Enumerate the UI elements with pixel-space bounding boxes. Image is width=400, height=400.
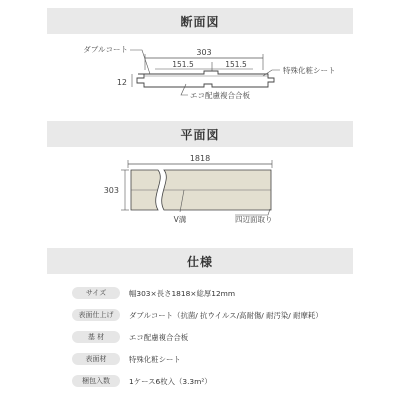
spec-row [72,329,372,345]
spec-row [72,285,372,301]
spec-value: 特殊化粧シート [129,354,181,364]
spec-value: エコ配慮複合合板 [129,332,189,342]
section-header-cross-section [47,8,353,34]
dim-width-text: 303 [103,186,119,195]
spec-label: 梱包入数 [72,375,120,387]
leader-double-coat [130,50,150,74]
spec-label: サイズ [72,287,120,299]
plan-view-drawing [0,152,400,242]
label-special-sheet: 特殊化粧シート [283,66,336,75]
section-title: 仕様 [186,254,213,269]
board-profile [137,71,274,87]
section-header-spec [47,248,353,274]
section-title: 断面図 [180,14,220,29]
spec-row [72,351,372,367]
spec-row [72,373,372,389]
section-header-plan [47,121,353,147]
dim-length-text: 1818 [189,154,211,163]
dim-thickness-text: 12 [116,78,127,87]
section-title: 平面図 [180,127,220,142]
spec-value: 1ケース6枚入（3.3m²） [129,376,212,386]
cross-section-drawing [0,40,400,115]
spec-value: 幅303×長さ1818×総厚12mm [129,288,236,298]
spec-value: ダブルコート（抗菌/ 抗ウイルス/高耐傷/ 耐汚染/ 耐摩耗） [129,310,323,320]
spec-row [72,307,372,323]
dim-left-text: 151.5 [172,60,194,69]
dim-right-text: 151.5 [225,60,247,69]
label-double-coat: ダブルコート [83,45,128,54]
label-chamfer: 四辺面取り [235,215,273,224]
label-v-groove: V溝 [173,215,187,224]
spec-label: 基 材 [72,331,120,343]
spec-label: 表面材 [72,353,120,365]
label-eco-board: エコ配慮複合合板 [190,91,250,100]
dim-total-text: 303 [196,48,212,57]
spec-label: 表面仕上げ [72,309,120,321]
